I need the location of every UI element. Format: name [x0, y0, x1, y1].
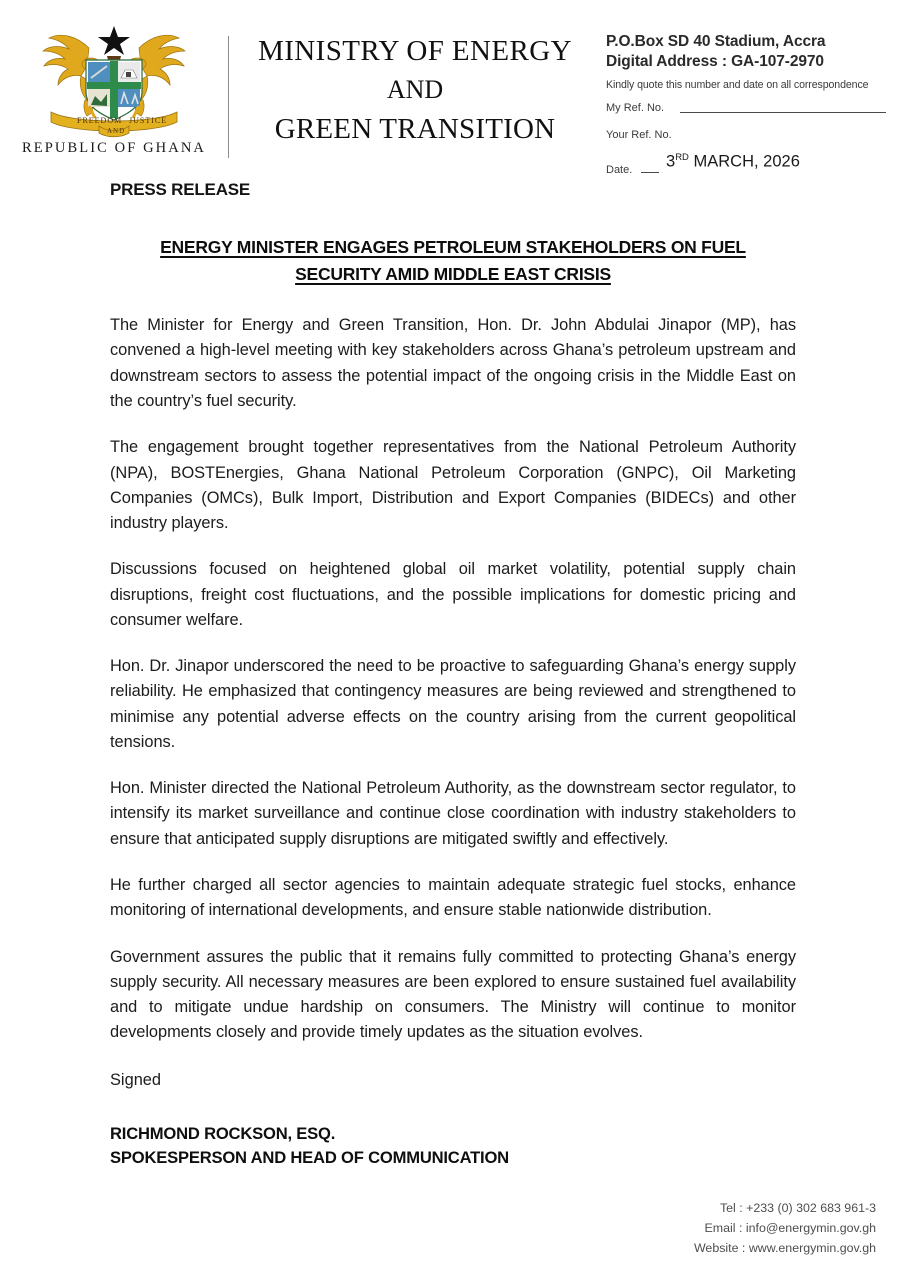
date-rule: [641, 172, 659, 173]
press-release-label: PRESS RELEASE: [110, 180, 251, 199]
my-ref-row: [606, 102, 896, 116]
signatory-name: RICHMOND ROCKSON, ESQ.: [110, 1124, 336, 1144]
crest-block: [14, 20, 214, 157]
republic-of-ghana-label: REPUBLIC OF GHANA: [22, 140, 206, 156]
my-ref-rule: [680, 112, 886, 113]
svg-text:FREEDOM: FREEDOM: [77, 116, 123, 125]
address-block: [606, 32, 896, 176]
paragraph: Hon. Dr. Jinapor underscored the need to be proactive to safeguarding Ghana’s energy supply reliability. He emphasized that contingency measures are being reviewed and strengthened to minimise any potential adverse effects on the country arising from the current geopolitical tensions.: [110, 657, 796, 751]
svg-text:JUSTICE: JUSTICE: [129, 116, 168, 125]
black-star-icon: [98, 26, 130, 55]
headline-line-1: ENERGY MINISTER ENGAGES PETROLEUM STAKEHOLDERS ON FUEL: [160, 237, 746, 257]
signatory-title: SPOKESPERSON AND HEAD OF COMMUNICATION: [110, 1148, 509, 1168]
footer-tel: Tel : +233 (0) 302 683 961-3: [719, 1200, 876, 1215]
your-ref-row: [606, 129, 896, 140]
paragraph: He further charged all sector agencies to maintain adequate strategic fuel stocks, enhance monitoring of international developments, and ensure stable nationwide distribution.: [110, 875, 796, 920]
document-body: [110, 180, 796, 1170]
my-ref-label: My Ref. No.: [606, 101, 665, 114]
date-ordinal-number: 3: [666, 152, 676, 171]
quote-note: Kindly quote this number and date on all correspondence: [606, 78, 869, 91]
signature-block: [110, 1122, 796, 1170]
date-ordinal-suffix: RD: [675, 152, 689, 164]
ministry-title-line-3: GREEN TRANSITION: [274, 112, 556, 145]
paragraph: Hon. Minister directed the National Petroleum Authority, as the downstream sector regulator, to intensify its market surveillance and continue close coordination with industry stakeholders to ensure that anticipated supply disruptions are mitigated swiftly and effectively.: [110, 779, 796, 848]
paragraph: The engagement brought together representatives from the National Petroleum Authority (NPA), BOSTEnergies, Ghana National Petroleum Corporation (GNPC), Oil Marketing Companies (OMCs), Bulk Import, Distribution and Export Companies (BIDECs) and other industry players.: [110, 438, 796, 533]
svg-text:AND: AND: [107, 127, 126, 135]
date-label: Date.: [606, 163, 633, 176]
date-rest: MARCH, 2026: [688, 152, 800, 171]
your-ref-label: Your Ref. No.: [606, 128, 672, 140]
po-box-line: P.O.Box SD 40 Stadium, Accra: [606, 33, 826, 50]
paragraph: Discussions focused on heightened global oil market volatility, potential supply chain disruptions, freight cost fluctuations, and the possible implications for domestic pricing and consumer welfare.: [110, 560, 796, 629]
paragraph: Government assures the public that it remains fully committed to protecting Ghana’s energy supply security. All necessary measures are been explored to ensure sustained fuel availability and to mitigate undue hardship on consumers. The Ministry will continue to monitor developments closely and provide timely updates as the situation evolves.: [110, 947, 796, 1042]
paragraph-list: [110, 313, 796, 1045]
digital-address-line: Digital Address : GA-107-2970: [606, 53, 824, 71]
motto-ribbon: [51, 112, 177, 137]
header-divider: [228, 36, 229, 158]
date-row: [606, 150, 896, 176]
ministry-title-block: [240, 36, 590, 144]
ghana-coat-of-arms-icon: [29, 20, 199, 138]
letterhead: [0, 14, 906, 174]
ministry-title-line-1: MINISTRY OF ENERGY: [258, 35, 572, 67]
paragraph: The Minister for Energy and Green Transition, Hon. Dr. John Abdulai Jinapor (MP), has convened a high-level meeting with key stakeholders across Ghana’s petroleum upstream and downstream sectors to assess the potential impact of the ongoing crisis in the Middle East on the country’s fuel security.: [110, 316, 796, 410]
signed-label: Signed: [110, 1070, 162, 1089]
footer-website: Website : www.energymin.gov.gh: [693, 1240, 876, 1255]
footer-email: Email : info@energymin.gov.gh: [704, 1220, 876, 1235]
footer-contact-block: [694, 1198, 876, 1258]
headline-line-2: SECURITY AMID MIDDLE EAST CRISIS: [295, 263, 611, 284]
ministry-title-line-2: AND: [386, 75, 444, 105]
headline: [110, 234, 796, 287]
date-value: [666, 152, 800, 172]
